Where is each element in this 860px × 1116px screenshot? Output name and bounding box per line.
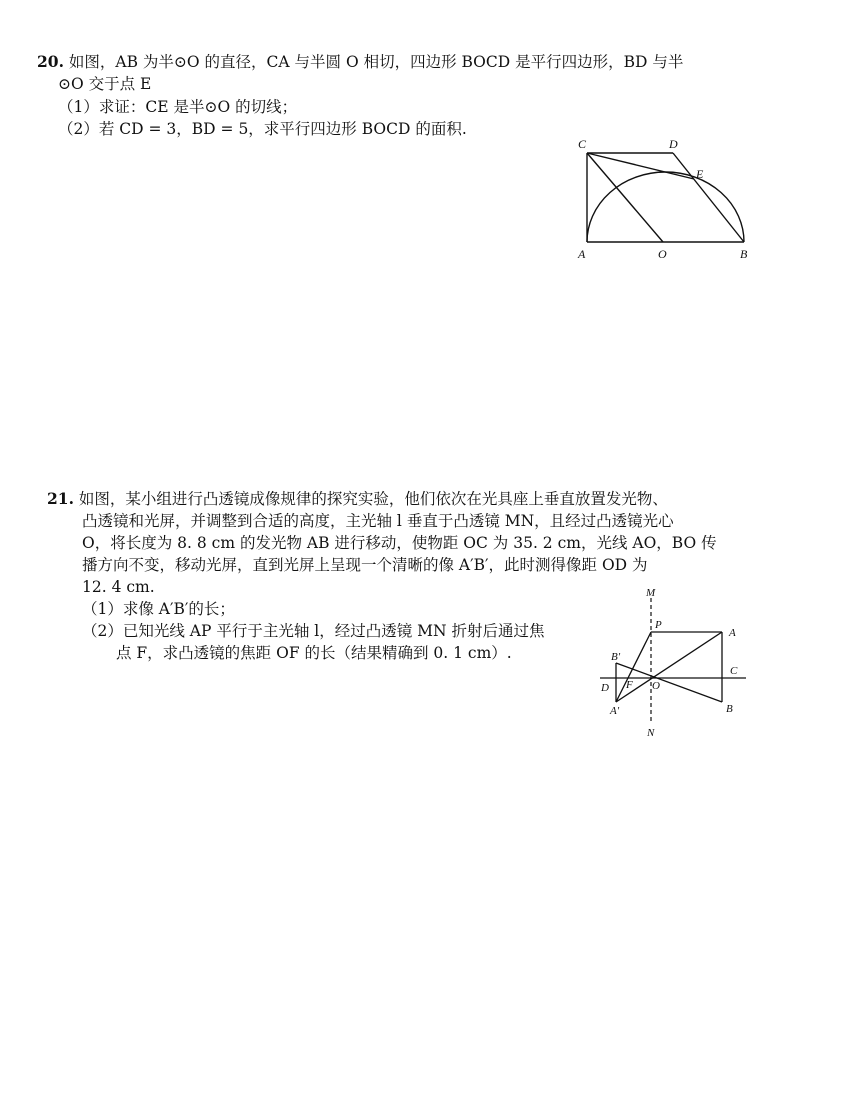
- label-o: O: [652, 680, 660, 692]
- figure-convex-lens: [596, 584, 756, 740]
- figure-semicircle-parallelogram: [570, 132, 760, 266]
- problem-21-stem-line2: 凸透镜和光屏，并调整到合适的高度，主光轴 l 垂直于凸透镜 MN，且经过凸透镜光心: [82, 512, 674, 530]
- label-c: C: [730, 665, 738, 677]
- segment-co: [587, 153, 663, 242]
- label-a: A: [729, 627, 736, 639]
- problem-21-part2-line2: 点 F，求凸透镜的焦距 OF 的长（结果精确到 0. 1 cm）.: [116, 644, 512, 662]
- problem-20-stem-line2: ⊙O 交于点 E: [58, 75, 152, 93]
- label-m: M: [646, 587, 656, 599]
- problem-21-part1: （1）求像 A′B′的长；: [82, 600, 235, 618]
- label-e: E: [696, 167, 704, 181]
- problem-number: 20.: [37, 52, 64, 71]
- label-p: P: [655, 619, 662, 631]
- label-b: B: [740, 247, 748, 261]
- label-c: C: [578, 137, 587, 151]
- ray-a-aprime: [616, 632, 722, 702]
- ray-p-f-aprime: [616, 632, 651, 702]
- problem-20-part1: （1）求证：CE 是半⊙O 的切线；: [58, 98, 298, 116]
- label-a-prime: A′: [610, 705, 620, 717]
- label-a: A: [578, 247, 586, 261]
- label-b-prime: B′: [611, 651, 621, 663]
- problem-21-stem-line4: 播方向不变，移动光屏，直到光屏上呈现一个清晰的像 A′B′，此时测得像距 OD 为: [82, 556, 648, 574]
- semicircle-o: [587, 172, 744, 242]
- problem-number: 21.: [47, 489, 74, 508]
- label-b: B: [726, 703, 733, 715]
- problem-21-part2-line1: （2）已知光线 AP 平行于主光轴 l，经过凸透镜 MN 折射后通过焦: [82, 622, 545, 640]
- problem-20-stem-line1: 20. 如图，AB 为半⊙O 的直径，CA 与半圆 O 相切，四边形 BOCD 是平行四边形，BD 与半: [37, 52, 684, 71]
- problem-21-stem-line3: O，将长度为 8. 8 cm 的发光物 AB 进行移动，使物距 OC 为 35. 2 cm，光线 AO，BO 传: [82, 534, 717, 552]
- segment-db: [673, 153, 744, 242]
- label-o: O: [658, 247, 667, 261]
- problem-21-stem-line5: 12. 4 cm.: [82, 578, 155, 596]
- label-n: N: [647, 727, 655, 739]
- label-f: F: [626, 679, 633, 691]
- label-d: D: [669, 137, 678, 151]
- problem-20-part2: （2）若 CD = 3，BD = 5，求平行四边形 BOCD 的面积.: [58, 120, 467, 138]
- label-d: D: [601, 682, 609, 694]
- problem-21-stem-line1: 21. 如图，某小组进行凸透镜成像规律的探究实验，他们依次在光具座上垂直放置发光物、: [47, 489, 668, 508]
